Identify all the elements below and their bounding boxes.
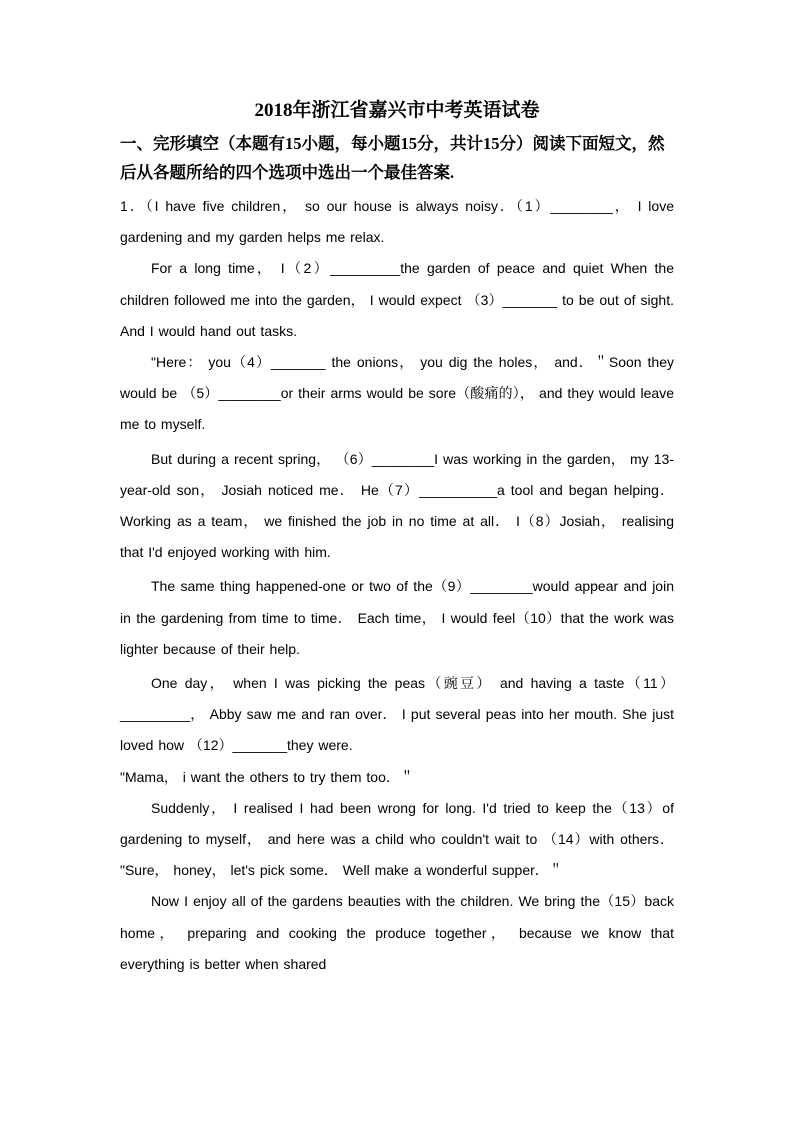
section-heading: 一、完形填空（本题有15小题，每小题15分，共计15分）阅读下面短文，然后从各题所给的四个选项中选出一个最佳答案. xyxy=(120,134,665,182)
passage-paragraph-5: The same thing happened-one or two of the（9）________would appear and join in the gardening from time to time． Each time， I would feel（10）that the work was lighter because of their help. xyxy=(120,578,674,657)
passage-paragraph-4: But during a recent spring， （6）________I was working in the garden， my 13-year-old son， Josiah noticed me． He（7）__________a tool and began helping． Working as a team， we finished the job in no time at all． I（8）Josiah， realising that I'd enjoyed working with him. xyxy=(120,450,674,561)
passage-paragraph-2: For a long time， I（2）_________the garden of peace and quiet When the children followed me into the garden， I would expect （3）_______ to be out of sight. And I would hand out tasks. xyxy=(120,260,674,339)
page-title: 2018年浙江省嘉兴市中考英语试卷 xyxy=(254,100,540,121)
passage-paragraph-1: 1．（I have five children， so our house is always noisy．（1）________， I love gardening and my garden helps me relax. xyxy=(120,198,674,246)
passage-paragraph-3: "Here： you（4）_______ the onions， you dig the holes， and．＂Soon they would be （5）________or their arms would be sore（酸痛的）， and they would leave me to myself. xyxy=(120,354,674,433)
passage-paragraph-7: "Mama， i want the others to try them too．＂ xyxy=(120,768,414,785)
exam-page xyxy=(120,96,674,980)
passage-paragraph-6: One day， when I was picking the peas（豌豆） and having a taste（11）_________， Abby saw me and ran over． I put several peas into her mouth. She just loved how （12）_______they were. xyxy=(120,675,674,754)
passage-paragraph-9: Now I enjoy all of the gardens beauties with the children. We bring the（15）back home， preparing and cooking the produce together， because we know that everything is better when shared xyxy=(120,893,674,972)
passage-paragraph-8: Suddenly， I realised I had been wrong for long. I'd tried to keep the（13）of gardening to myself， and here was a child who couldn't wait to （14）with others． "Sure， honey， let's pick some． Well make a wonderful supper．＂ xyxy=(120,799,674,879)
